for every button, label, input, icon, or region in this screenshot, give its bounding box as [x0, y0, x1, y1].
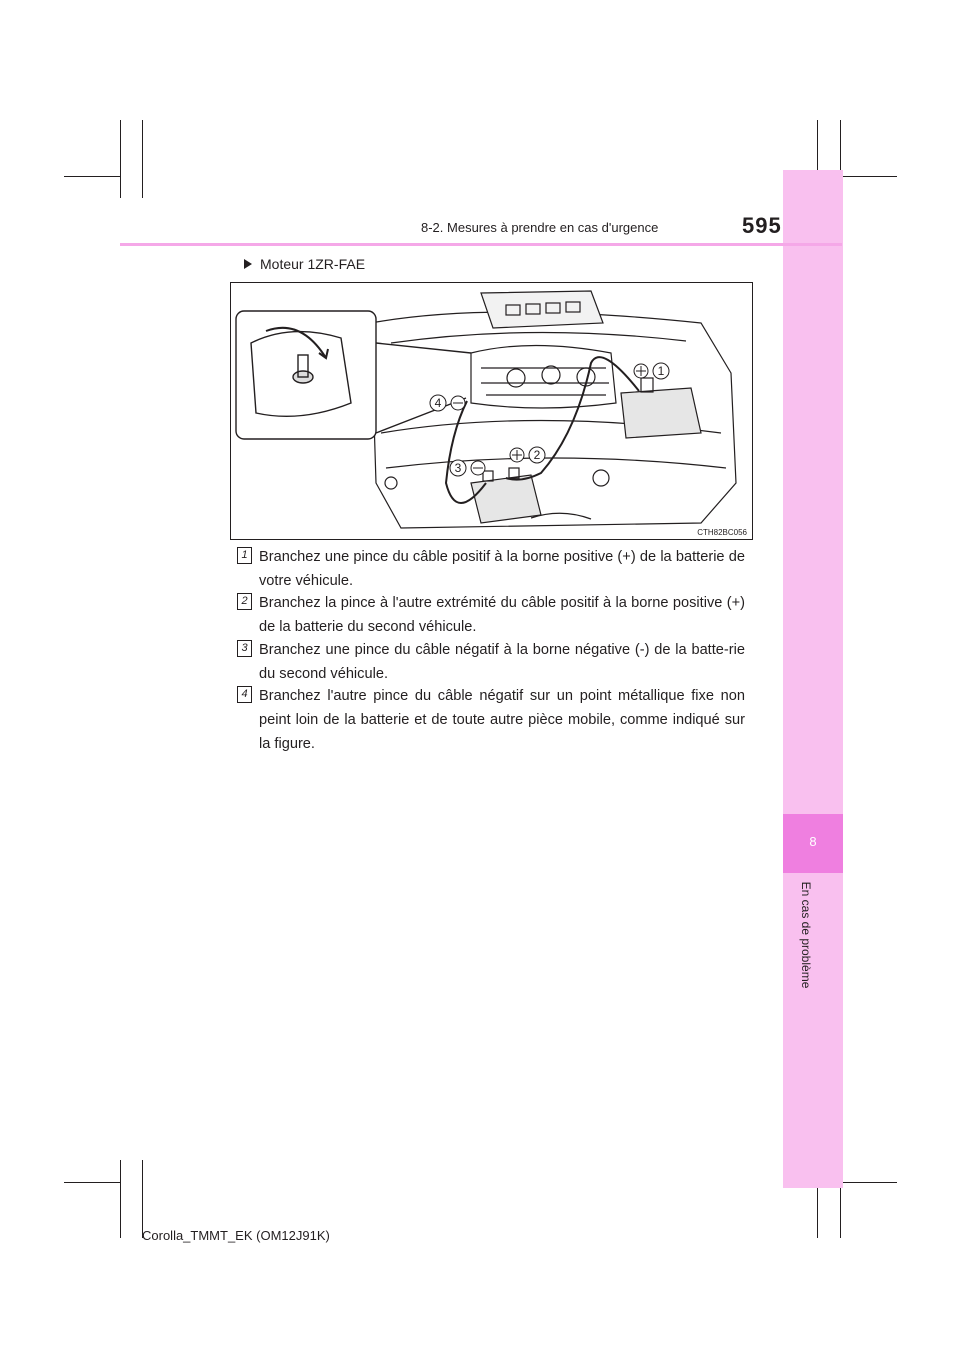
callout-4: 4 [434, 396, 442, 410]
step-text: Branchez la pince à l'autre extrémité du câble positif à la borne positive (+) de la batterie du second véhicule. [259, 595, 745, 635]
step-number: 1 [237, 547, 252, 564]
crop-mark [120, 1160, 121, 1238]
callout-2: 2 [533, 448, 541, 462]
crop-mark [142, 120, 143, 198]
crop-mark [64, 176, 121, 177]
step-item [237, 591, 745, 639]
crop-mark [64, 1182, 121, 1183]
step-number: 2 [237, 593, 252, 610]
section-title: 8-2. Mesures à prendre en cas d'urgence [421, 220, 659, 235]
chapter-label: En cas de problème [799, 881, 813, 989]
engine-heading-text: Moteur 1ZR-FAE [260, 256, 366, 272]
header-rule [120, 243, 842, 246]
footer-doc-id: Corolla_TMMT_EK (OM12J91K) [142, 1228, 330, 1243]
crop-mark [840, 176, 897, 177]
step-item [237, 545, 745, 593]
callout-1: 1 [657, 364, 665, 378]
chapter-number: 8 [809, 834, 817, 849]
engine-bay-drawing [231, 283, 753, 540]
chapter-side-tab [783, 170, 843, 1188]
step-item [237, 638, 745, 686]
step-text: Branchez l'autre pince du câble négatif sur un point métallique fixe non peint loin de la batterie et de toute autre pièce mobile, comme indiqué sur la figure. [259, 688, 745, 752]
step-item [237, 684, 745, 756]
engine-heading [244, 256, 365, 272]
step-number: 3 [237, 640, 252, 657]
step-text: Branchez une pince du câble positif à la borne positive (+) de la batterie de votre véhicule. [259, 549, 745, 589]
step-text: Branchez une pince du câble négatif à la borne négative (-) de la batte-rie du second véhicule. [259, 642, 745, 682]
crop-mark [840, 1182, 897, 1183]
engine-bay-illustration [230, 282, 753, 540]
triangle-bullet-icon [244, 259, 252, 269]
crop-mark [120, 120, 121, 198]
page-number: 595 [742, 213, 782, 238]
step-number: 4 [237, 686, 252, 703]
figure-code: CTH82BC056 [697, 528, 747, 537]
crop-mark [142, 1160, 143, 1238]
callout-3: 3 [454, 461, 462, 475]
